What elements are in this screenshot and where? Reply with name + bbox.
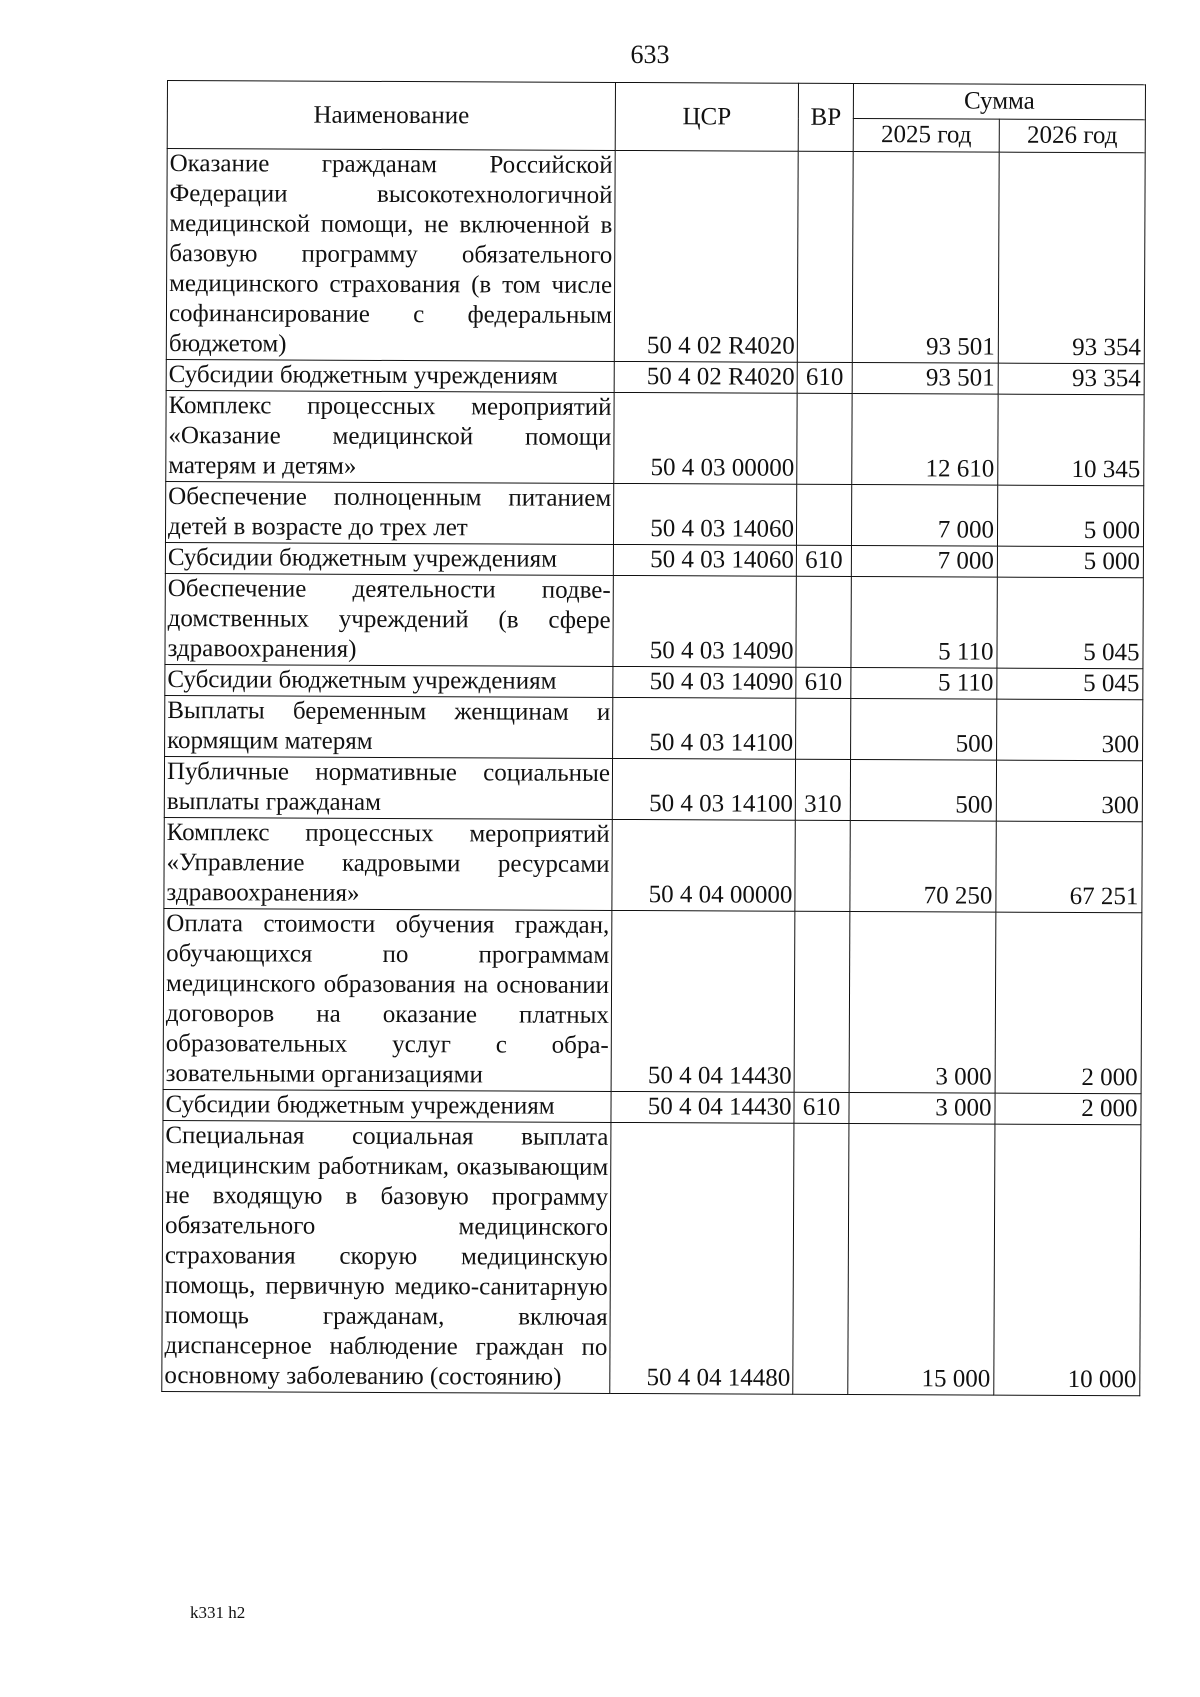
row-csr: 50 4 02 R4020: [614, 361, 797, 393]
table-row: [166, 359, 1144, 394]
row-sum-2025: 7 000: [851, 484, 997, 546]
table-row: [165, 542, 1143, 577]
row-vr: 610: [797, 362, 852, 393]
row-sum-2025: 500: [851, 698, 997, 760]
row-sum-2026: 2 000: [995, 912, 1142, 1094]
row-vr: [797, 393, 852, 484]
row-csr: 50 4 04 00000: [612, 819, 795, 911]
row-name: Обеспечение деятельности подведомственных учреждений (в сфере здравоохранения): [165, 573, 613, 666]
row-name: Субсидии бюджетным учреждениям: [165, 542, 613, 575]
row-csr: 50 4 04 14430: [611, 1091, 794, 1123]
row-name: Субсидии бюджетным учреждениям: [163, 1089, 611, 1122]
row-vr: [797, 151, 853, 362]
row-name: Комплекс процессных мероприятий «Управление кадровыми ресурсами здравоохранения»: [164, 817, 612, 910]
row-sum-2025: 5 110: [851, 576, 997, 668]
table-row: [164, 756, 1142, 821]
row-sum-2025: 15 000: [848, 1123, 995, 1395]
row-vr: [793, 1123, 849, 1394]
row-name: Оплата стоимости обучения граждан, обучающихся по программам медицинского образования на основании договоров на оказание платных образовательных услуг с образовательными организациями: [163, 908, 612, 1091]
row-name: Обеспечение полноценным питанием детей в возрасте до трех лет: [165, 481, 613, 544]
header-year-2026: 2026 год: [999, 119, 1145, 153]
row-sum-2026: 5 000: [997, 485, 1143, 547]
row-sum-2026: 5 000: [997, 546, 1143, 578]
table-row: [162, 1120, 1141, 1395]
row-vr: [796, 698, 851, 759]
row-csr: 50 4 03 14060: [613, 483, 796, 545]
row-sum-2026: 93 354: [998, 152, 1145, 364]
row-sum-2026: 67 251: [996, 821, 1142, 913]
page-number: 633: [630, 40, 670, 69]
row-name: Публичные нормативные социальные выплаты гражданам: [164, 756, 612, 819]
row-sum-2026: 10 000: [994, 1124, 1141, 1396]
row-sum-2026: 300: [996, 760, 1142, 822]
row-vr: [794, 911, 850, 1092]
row-sum-2025: 93 501: [852, 362, 998, 394]
row-name: Выплаты беременным женщинам и кормящим матерям: [165, 695, 613, 758]
row-vr: [796, 484, 851, 545]
row-sum-2025: 3 000: [849, 1092, 995, 1124]
row-vr: [796, 576, 851, 667]
header-csr: ЦСР: [615, 82, 798, 151]
row-csr: 50 4 04 14430: [611, 910, 795, 1092]
row-csr: 50 4 03 14100: [612, 758, 795, 820]
row-sum-2026: 5 045: [997, 577, 1143, 669]
row-csr: 50 4 04 14480: [610, 1122, 794, 1394]
row-vr: 610: [796, 545, 851, 576]
row-sum-2025: 3 000: [849, 911, 996, 1093]
footer-code: k331 h2: [190, 1603, 246, 1622]
row-sum-2025: 12 610: [852, 393, 998, 485]
row-csr: 50 4 03 14090: [613, 575, 796, 667]
row-name: Субсидии бюджетным учреждениям: [166, 359, 614, 392]
row-sum-2026: 2 000: [995, 1093, 1141, 1125]
table-row: [166, 149, 1145, 364]
row-sum-2026: 93 354: [998, 363, 1144, 395]
row-vr: 610: [794, 1092, 849, 1123]
row-sum-2025: 500: [850, 759, 996, 821]
row-csr: 50 4 03 14090: [613, 666, 796, 698]
row-vr: 610: [796, 667, 851, 698]
row-vr: [795, 820, 850, 911]
row-sum-2025: 70 250: [850, 820, 996, 912]
header-name: Наименование: [167, 81, 615, 151]
header-row: [167, 81, 1145, 120]
table-row: [165, 573, 1143, 668]
table-row: [166, 390, 1144, 485]
row-vr: 310: [795, 759, 850, 820]
row-sum-2025: 7 000: [851, 545, 997, 577]
row-name: Оказание гражданам Российской Федерации высокотехнологичной медицинской помощи, не включенной в базовую программу обязательного медицинского страхования (в том числе софинансирование с федеральным бюджетом): [166, 149, 615, 362]
header-sum: Сумма: [853, 83, 1145, 119]
row-csr: 50 4 02 R4020: [614, 150, 798, 362]
row-sum-2026: 10 345: [998, 394, 1144, 486]
row-sum-2025: 93 501: [852, 151, 999, 363]
budget-table: [161, 80, 1146, 1396]
table-row: [163, 1089, 1141, 1124]
header-year-2025: 2025 год: [853, 118, 999, 152]
row-csr: 50 4 03 14100: [613, 697, 796, 759]
table-row: [163, 908, 1142, 1093]
row-name: Специальная социальная выплата медицинским работникам, оказывающим не входящую в базовую программу обязательного медицинского страхования скорую медицинскую помощь, первичную медико-санитарную помощь гражданам, включая диспансерное наблюдение граждан по основному заболеванию (состоянию): [162, 1120, 611, 1393]
header-vr: ВР: [798, 83, 853, 151]
table-row: [165, 481, 1143, 546]
table-row: [164, 817, 1142, 912]
row-sum-2025: 5 110: [851, 667, 997, 699]
row-name: Субсидии бюджетным учреждениям: [165, 664, 613, 697]
table-row: [165, 695, 1143, 760]
row-name: Комплекс процессных мероприятий «Оказание медицинской помощи матерям и детям»: [166, 390, 614, 483]
row-sum-2026: 300: [997, 699, 1143, 761]
row-sum-2026: 5 045: [997, 668, 1143, 700]
row-csr: 50 4 03 14060: [613, 544, 796, 576]
row-csr: 50 4 03 00000: [614, 392, 797, 484]
table-row: [165, 664, 1143, 699]
